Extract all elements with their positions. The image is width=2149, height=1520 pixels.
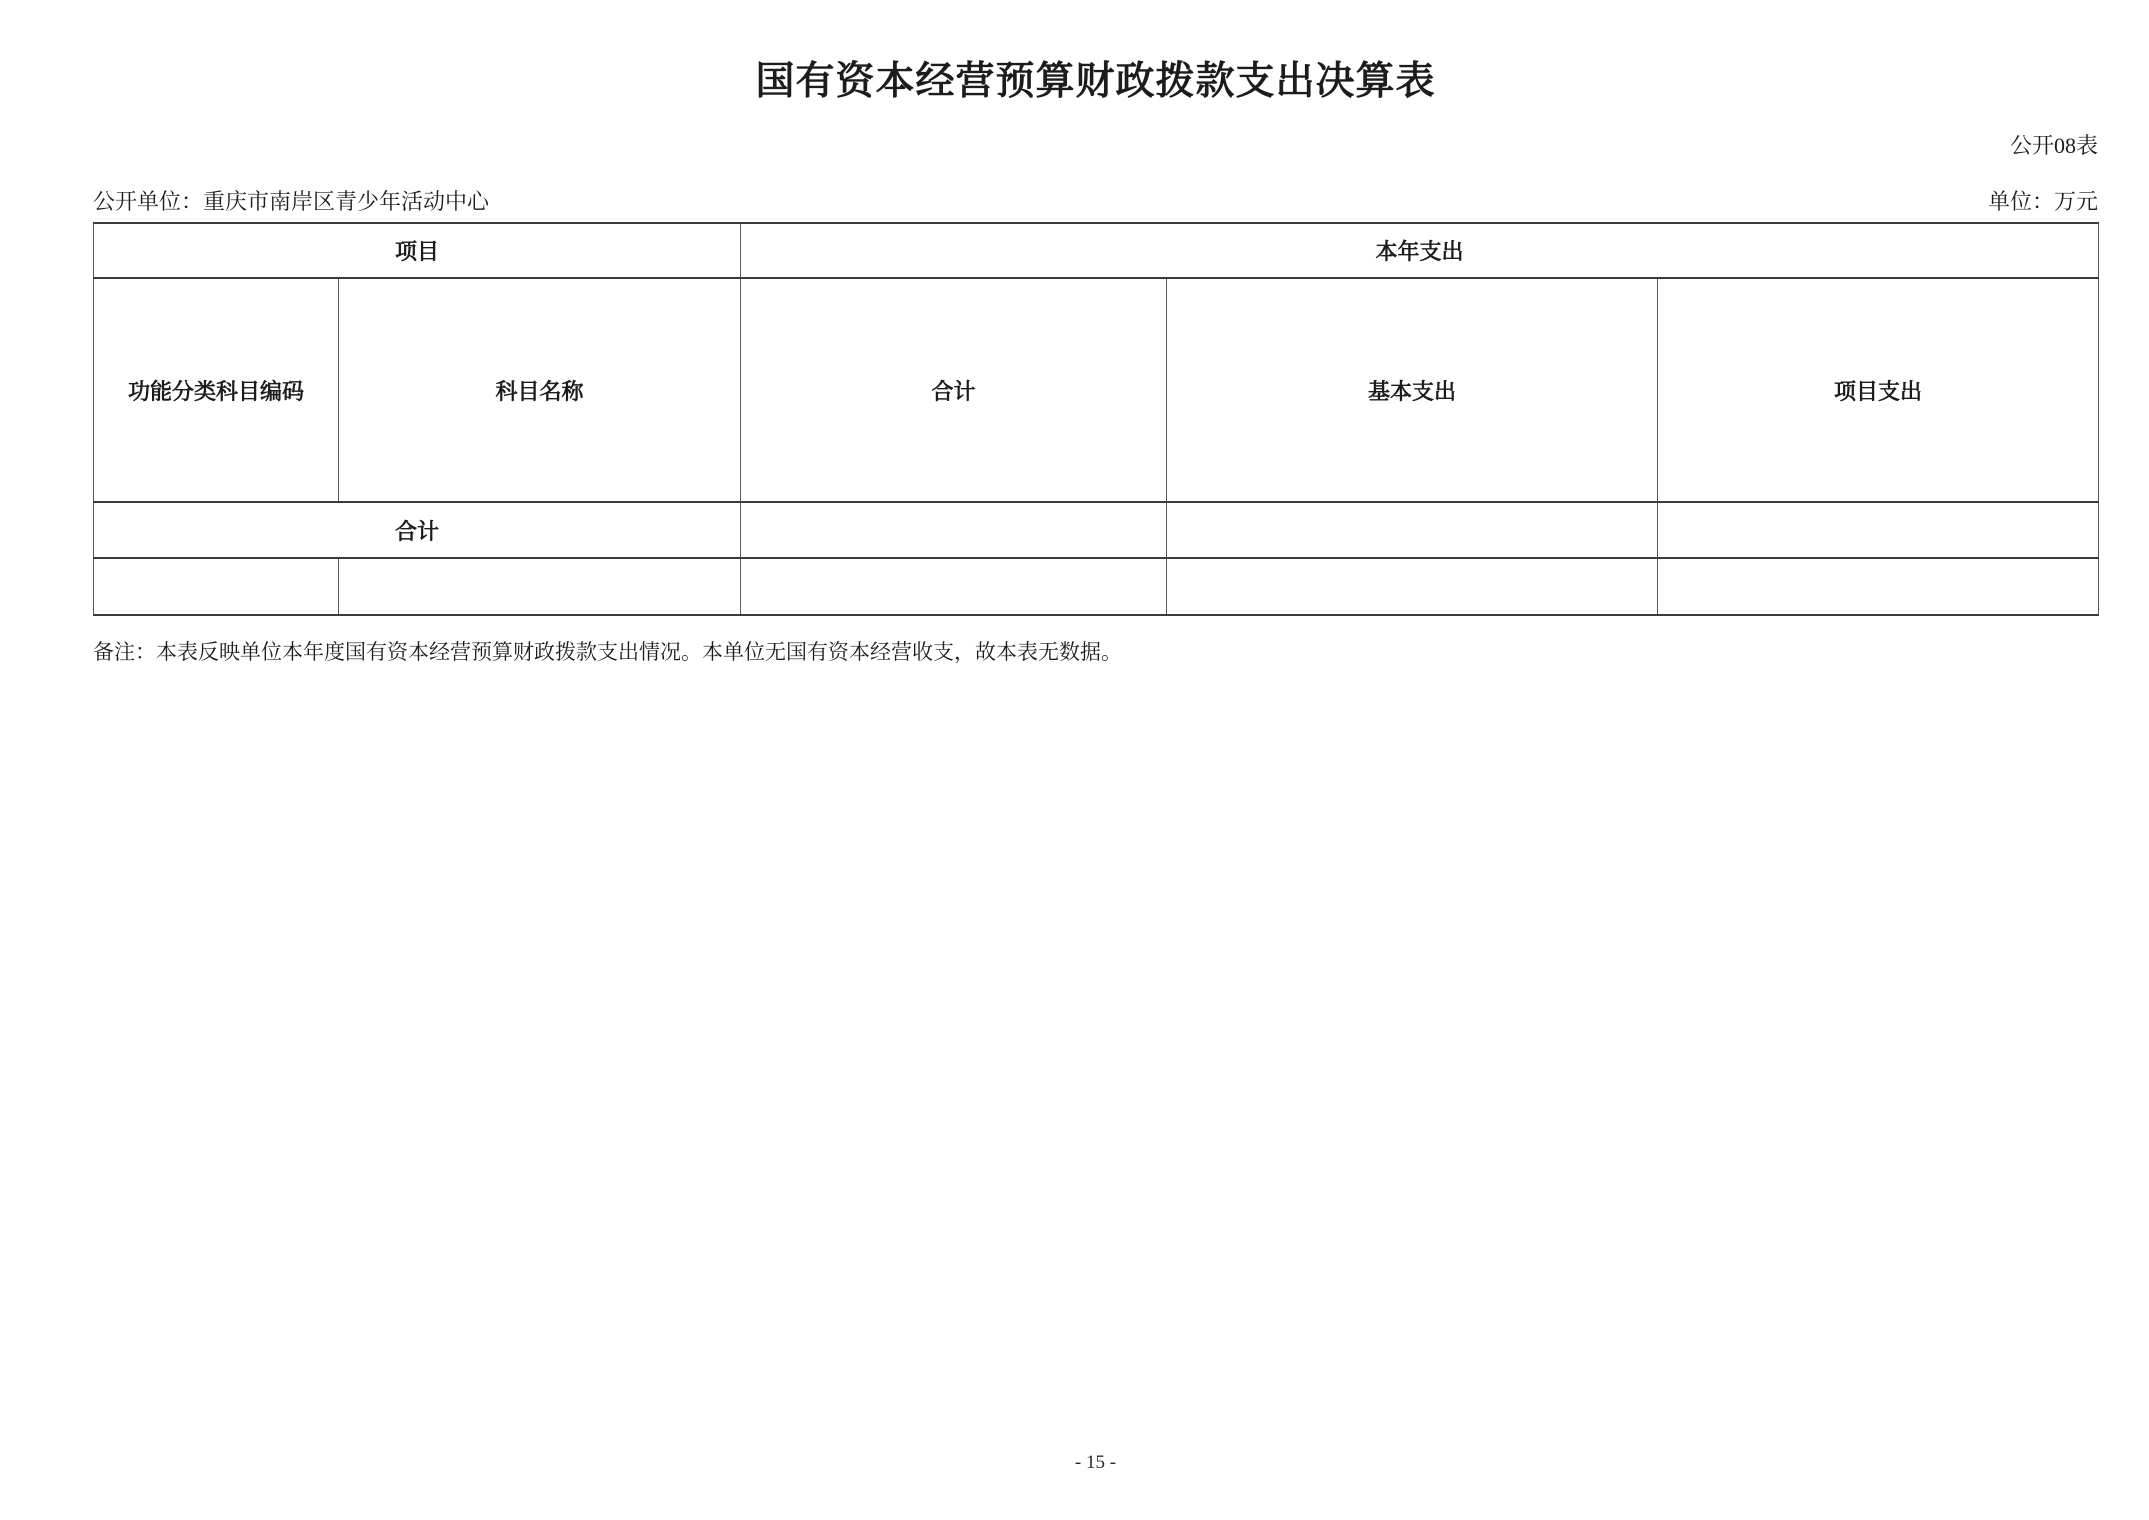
total-row-label-cell: 合计 xyxy=(94,502,741,558)
table-row-empty xyxy=(94,558,2099,615)
data-row-code-cell xyxy=(94,558,339,615)
header-cell-total: 合计 xyxy=(741,278,1167,502)
note-text: 备注：本表反映单位本年度国有资本经营预算财政拨款支出情况。本单位无国有资本经营收支，故本表无数据。 xyxy=(93,640,1122,664)
meta-line xyxy=(93,185,2098,216)
header-cell-project-group: 项目 xyxy=(94,223,741,278)
unit-of-measure-label: 单位：万元 xyxy=(1987,189,2098,214)
publishing-unit-label: 公开单位：重庆市南岸区青少年活动中心 xyxy=(93,189,490,214)
header-cell-function-code: 功能分类科目编码 xyxy=(94,278,339,502)
total-row-total-cell xyxy=(741,502,1167,558)
budget-table xyxy=(93,222,2099,616)
page-number: - 15 - xyxy=(1074,1452,1117,1473)
total-row-project-cell xyxy=(1658,502,2099,558)
table-row-group-header xyxy=(94,223,2099,278)
data-row-project-cell xyxy=(1658,558,2099,615)
header-cell-basic-expenditure: 基本支出 xyxy=(1167,278,1658,502)
form-code-label: 公开08表 xyxy=(2009,133,2098,158)
total-row-basic-cell xyxy=(1167,502,1658,558)
data-row-name-cell xyxy=(339,558,741,615)
table-row-column-header xyxy=(94,278,2099,502)
header-cell-project-expenditure: 项目支出 xyxy=(1658,278,2099,502)
data-row-basic-cell xyxy=(1167,558,1658,615)
data-row-total-cell xyxy=(741,558,1167,615)
header-cell-subject-name: 科目名称 xyxy=(339,278,741,502)
table-row-total xyxy=(94,502,2099,558)
header-cell-current-year-group: 本年支出 xyxy=(741,223,2099,278)
page-title: 国有资本经营预算财政拨款支出决算表 xyxy=(755,60,1436,103)
